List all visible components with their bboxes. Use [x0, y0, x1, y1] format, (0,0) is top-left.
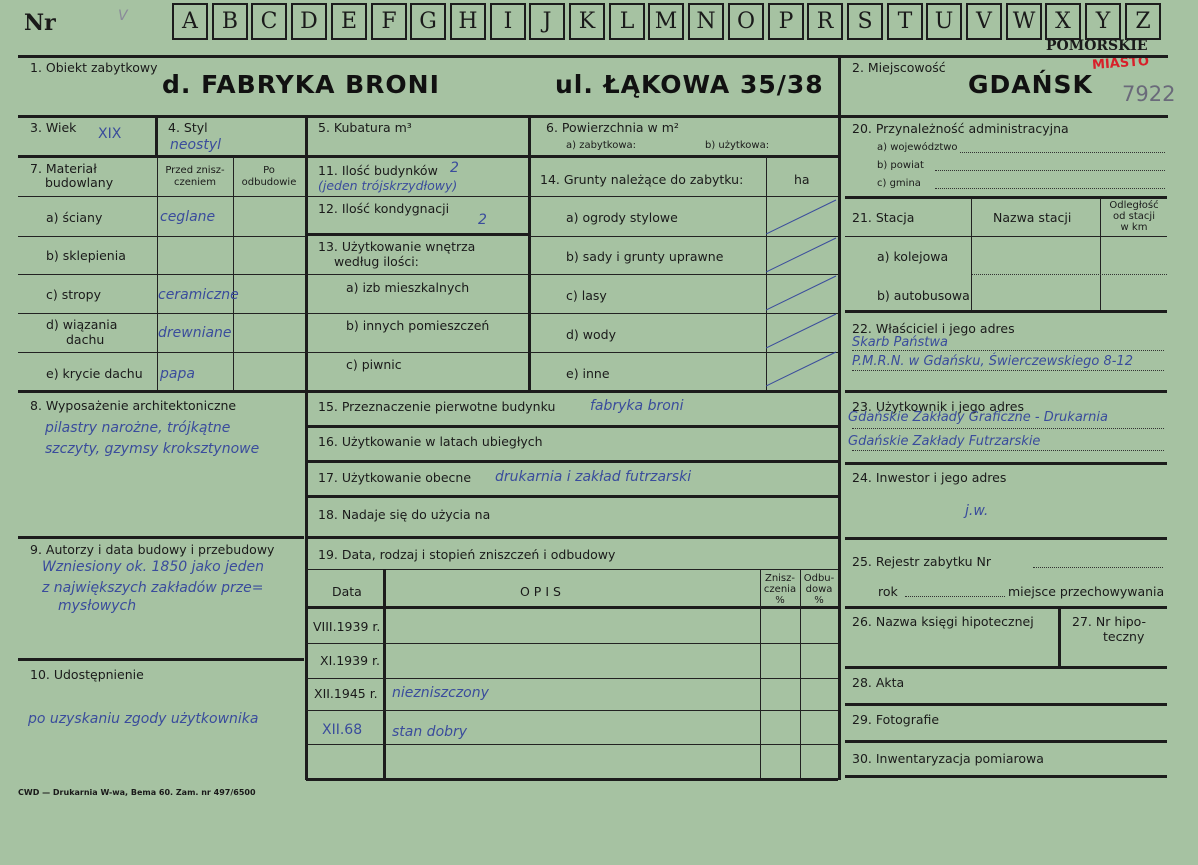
f12-value: 2 [478, 212, 487, 228]
f19-col-desc: O P I S [520, 584, 561, 599]
object-name: d. FABRYKA BRONI [162, 70, 440, 99]
object-address: ul. ŁĄKOWA 35/38 [555, 70, 824, 99]
letter-box-b: B [212, 3, 248, 40]
letter-box-l: L [609, 3, 645, 40]
f24-value: j.w. [965, 503, 989, 519]
roman-mark: V [118, 8, 128, 24]
f27-label: 27. Nr hipo- [1072, 614, 1147, 629]
f10-label: 10. Udostępnienie [30, 667, 144, 682]
letter-box-o: O [728, 3, 764, 40]
f21-dist2: od stacji [1113, 211, 1155, 222]
letter-box-t: T [887, 3, 923, 40]
printer-imprint: CWD — Drukarnia W-wa, Bema 60. Zam. nr 497/6500 [18, 788, 256, 797]
locality: GDAŃSK [968, 70, 1093, 99]
f26-label: 26. Nazwa księgi hipotecznej [852, 614, 1034, 629]
f14-strike-lines [766, 196, 838, 390]
f6-sub1: a) zabytkowa: [566, 140, 636, 151]
f17-label: 17. Użytkowanie obecne [318, 470, 472, 485]
letter-box-y: Y [1085, 3, 1121, 40]
f8-line2: szczyty, gzymsy kroksztynowe [45, 441, 260, 457]
f19-date-4: XII.68 [322, 722, 363, 738]
letter-box-j: J [529, 3, 565, 40]
f19-date-2: XI.1939 r. [320, 653, 380, 668]
letter-box-z: Z [1125, 3, 1161, 40]
owner-line1: Skarb Państwa [852, 335, 948, 350]
f9-label: 9. Autorzy i data budowy i przebudowy [30, 542, 275, 557]
f19-date-1: VIII.1939 r. [313, 619, 381, 634]
f14-b: b) sady i grunty uprawne [566, 249, 724, 264]
f27-label2: teczny [1103, 629, 1145, 644]
f1-label: 1. Obiekt zabytkowy [30, 60, 158, 75]
f8-line1: pilastry narożne, trójkątne [45, 420, 231, 436]
owner-line2: P.M.R.N. w Gdańsku, Świerczewskiego 8-12 [852, 354, 1133, 369]
letter-box-s: S [847, 3, 883, 40]
f7-col1: Przed znisz- [165, 165, 225, 176]
f11-value: 2 [450, 160, 459, 176]
f28-label: 28. Akta [852, 675, 905, 690]
f19-col-z3: % [775, 595, 785, 606]
f21-dist3: w km [1120, 222, 1148, 233]
f21-label: 21. Stacja [852, 210, 915, 225]
f5-label: 5. Kubatura m³ [318, 120, 412, 135]
f19-col-o1: Odbu- [803, 573, 835, 584]
f19-col-o3: % [814, 595, 824, 606]
f11-note: (jeden trójskrzydłowy) [318, 178, 458, 193]
f7-label: 7. Materiał [30, 161, 97, 176]
f21-b: b) autobusowa [877, 288, 970, 303]
letter-box-h: H [450, 3, 486, 40]
letter-box-d: D [291, 3, 327, 40]
f7-col2: Po [263, 165, 275, 176]
f2-label: 2. Miejscowość [852, 60, 946, 75]
f3-label: 3. Wiek [30, 120, 77, 135]
style: neostyl [170, 137, 222, 153]
f20-a: a) województwo [877, 142, 958, 153]
f7-row-trusses2: dachu [66, 332, 105, 347]
f21-dist1: Odległość [1109, 200, 1159, 211]
f20-b: b) powiat [877, 160, 924, 171]
f7-trusses-value: drewniane [158, 325, 232, 341]
letter-box-m: M [648, 3, 684, 40]
f7-col1b: czeniem [174, 177, 216, 188]
letter-box-w: W [1006, 3, 1042, 40]
f19-col-z2: czenia [763, 584, 797, 595]
f6-sub2: b) użytkowa: [705, 140, 770, 151]
f19-desc-4: stan dobry [392, 724, 468, 740]
f23-label: 23. Użytkownik i jego adres [852, 399, 1024, 414]
f7-label2: budowlany [45, 175, 114, 190]
f7-row-vaults: b) sklepienia [46, 248, 126, 263]
letter-box-k: K [569, 3, 605, 40]
f7-row-roof: e) krycie dachu [46, 366, 143, 381]
f7-roof-value: papa [160, 366, 195, 382]
f14-a: a) ogrody stylowe [566, 210, 678, 225]
letter-box-r: R [807, 3, 843, 40]
letter-box-p: P [768, 3, 804, 40]
f20-c: c) gmina [877, 178, 921, 189]
f30-label: 30. Inwentaryzacja pomiarowa [852, 751, 1044, 766]
user-line2: Gdańskie Zakłady Futrzarskie [848, 434, 1041, 449]
f7-row-trusses: d) wiązania [46, 317, 118, 332]
letter-box-n: N [688, 3, 724, 40]
f16-label: 16. Użytkowanie w latach ubiegłych [318, 434, 543, 449]
letter-box-f: F [371, 3, 407, 40]
f19-col-date: Data [332, 584, 362, 599]
letter-box-e: E [331, 3, 367, 40]
f21-col: Nazwa stacji [993, 210, 1072, 225]
f15-label: 15. Przeznaczenie pierwotne budynku [318, 399, 556, 414]
f18-label: 18. Nadaje się do użycia na [318, 507, 491, 522]
f21-a: a) kolejowa [877, 249, 949, 264]
f14-d: d) wody [566, 327, 616, 342]
f25-rok: rok [878, 584, 898, 599]
f13-c: c) piwnic [346, 357, 402, 372]
letter-box-v: V [966, 3, 1002, 40]
f19-desc-3: niezniszczony [392, 685, 489, 701]
f4-label: 4. Styl [168, 120, 208, 135]
f14-unit: ha [794, 172, 810, 187]
letter-box-c: C [251, 3, 287, 40]
f7-col2b: odbudowie [241, 177, 297, 188]
card-number: 7922 [1122, 82, 1176, 106]
f13-a: a) izb mieszkalnych [346, 280, 470, 295]
f14-label: 14. Grunty należące do zabytku: [540, 172, 744, 187]
f15-value: fabryka broni [590, 398, 684, 414]
f9-line2: z największych zakładów prze= [42, 580, 264, 596]
f14-c: c) lasy [566, 288, 607, 303]
f6-label: 6. Powierzchnia w m² [546, 120, 679, 135]
f9-line3: mysłowych [58, 598, 137, 614]
f22-label: 22. Właściciel i jego adres [852, 321, 1015, 336]
f24-label: 24. Inwestor i jego adres [852, 470, 1007, 485]
f7-row-ceilings: c) stropy [46, 287, 101, 302]
f7-walls-value: ceglane [160, 209, 216, 225]
f19-col-z1: Znisz- [764, 573, 796, 584]
f7-ceilings-value: ceramiczne [158, 287, 239, 303]
f11-label: 11. Ilość budynków [318, 163, 438, 178]
f12-label: 12. Ilość kondygnacji [318, 201, 450, 216]
f25-label: 25. Rejestr zabytku Nr [852, 554, 992, 569]
user-line1: Gdańskie Zakłady Graficzne - Drukarnia [848, 410, 1108, 425]
letter-box-x: X [1045, 3, 1081, 40]
letter-box-g: G [410, 3, 446, 40]
f29-label: 29. Fotografie [852, 712, 940, 727]
miasto-stamp: MIASTO [1091, 54, 1150, 73]
f8-label: 8. Wyposażenie architektoniczne [30, 398, 237, 413]
f7-row-walls: a) ściany [46, 210, 103, 225]
f25-miejsce: miejsce przechowywania [1008, 584, 1165, 599]
letter-box-a: A [172, 3, 208, 40]
f19-label: 19. Data, rodzaj i stopień zniszczeń i odbudowy [318, 547, 616, 562]
century: XIX [98, 126, 122, 142]
f13-label: 13. Użytkowanie wnętrza [318, 239, 476, 254]
letter-box-u: U [926, 3, 962, 40]
letter-box-i: I [490, 3, 526, 40]
f13-b: b) innych pomieszczeń [346, 318, 490, 333]
f14-e: e) inne [566, 366, 610, 381]
f10-value: po uzyskaniu zgody użytkownika [28, 711, 259, 727]
f19-date-3: XII.1945 r. [314, 686, 378, 701]
region-stamp: POMORSKIE [1046, 38, 1148, 54]
f20-label: 20. Przynależność administracyjna [852, 121, 1069, 136]
f9-line1: Wzniesiony ok. 1850 jako jeden [42, 559, 265, 575]
f17-value: drukarnia i zakład futrzarski [495, 469, 692, 485]
f13-label2: według ilości: [334, 254, 419, 269]
f19-col-o2: dowa [805, 584, 833, 595]
nr-label: Nr [24, 10, 56, 36]
